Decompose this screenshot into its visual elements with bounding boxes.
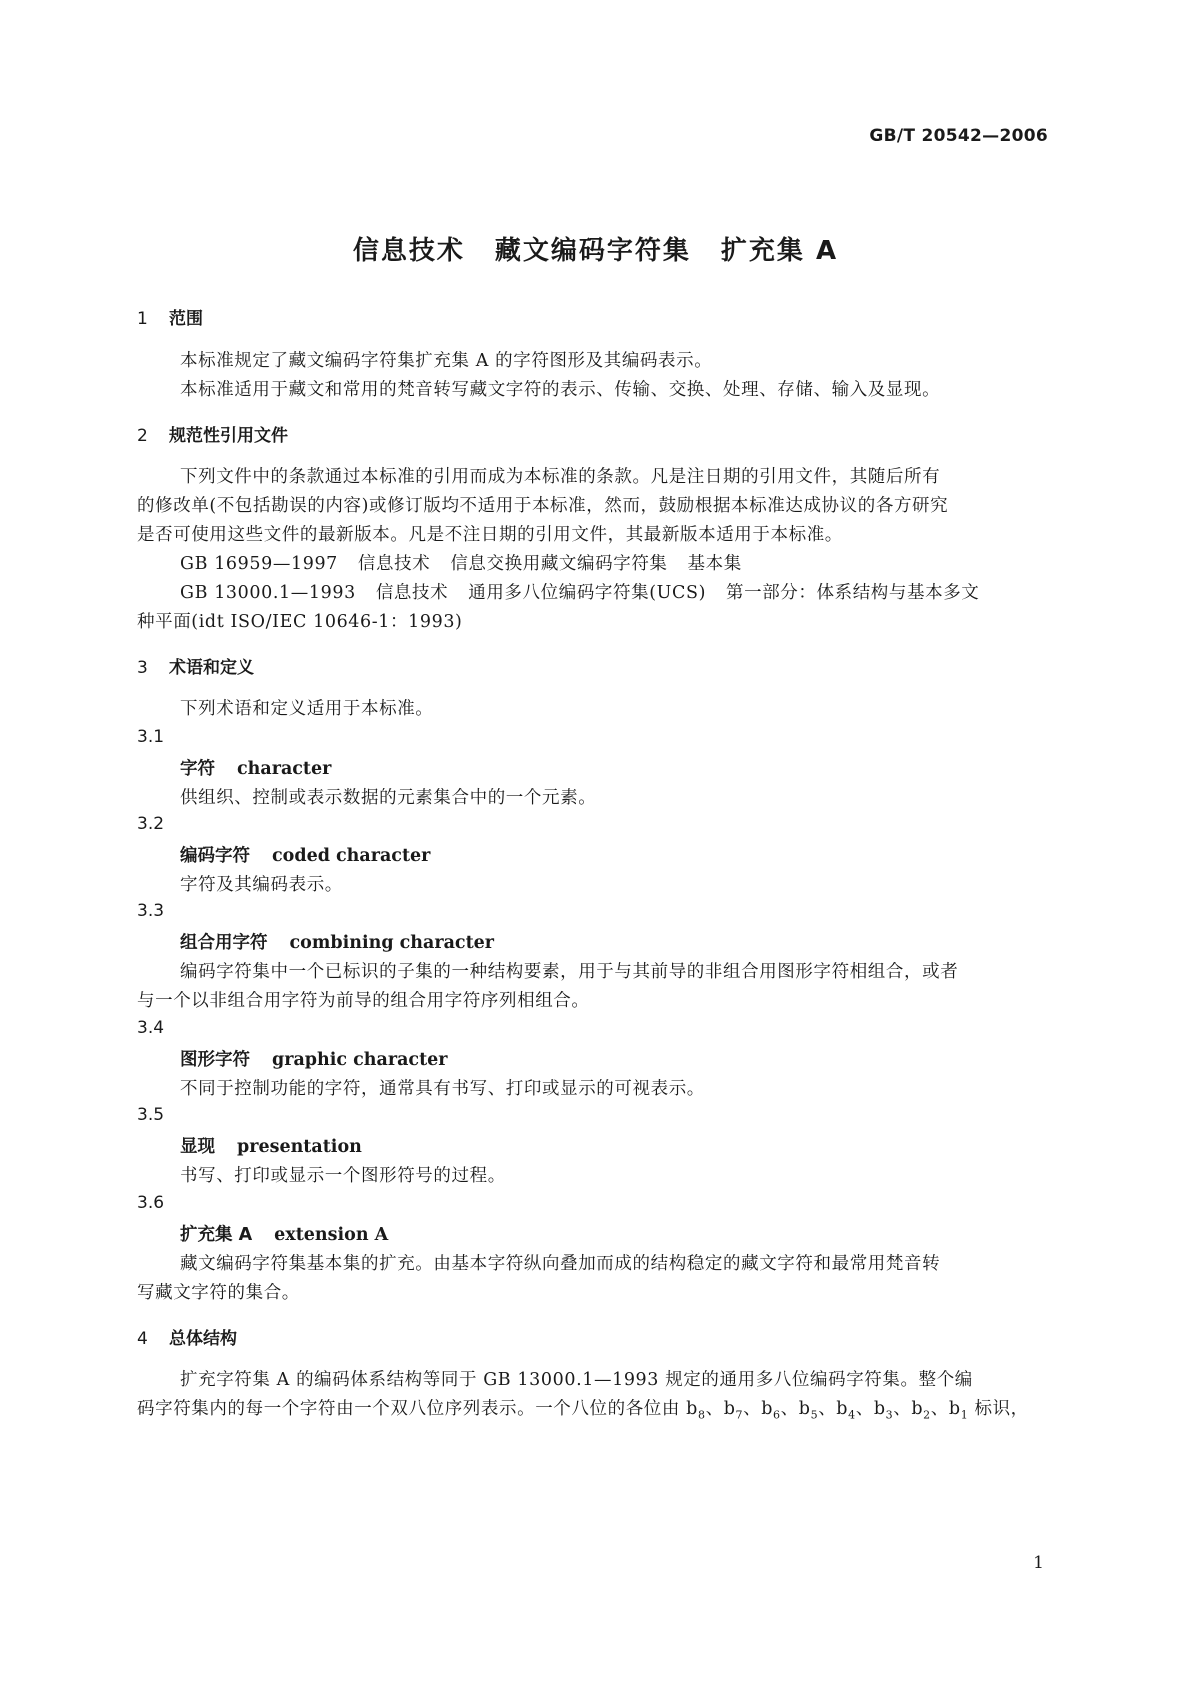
bit-label: $b_2$ [911,1399,931,1422]
definition-3-6-line-2: 写藏文字符的集合。 [137,1283,300,1303]
separator: 、 [893,1399,912,1419]
separator: 、 [930,1399,949,1419]
definition-3-6-line-1: 藏文编码字符集基本集的扩充。由基本字符纵向叠加而成的结构稳定的藏文字符和最常用梵音转 [180,1254,941,1274]
clause-3-5-number: 3.5 [137,1105,165,1125]
clause-3-1-number: 3.1 [137,727,165,747]
bit-label: $b_4$ [836,1399,856,1422]
bit-labels [686,1399,969,1422]
section-2-paragraph-line-3: 是否可使用这些文件的最新版本。凡是不注日期的引用文件，其最新版本适用于本标准。 [137,525,843,545]
title-part-3: 扩充集 A [720,236,839,266]
section-1-heading: 1 范围 [137,309,203,329]
page-number: 1 [1033,1553,1044,1573]
bit-label: $b_3$ [873,1399,894,1422]
section-1-paragraph-2: 本标准适用于藏文和常用的梵音转写藏文字符的表示、传输、交换、处理、存储、输入及显现。 [180,380,941,400]
document-code: GB/T 20542—2006 [869,126,1048,146]
definition-3-3-line-2: 与一个以非组合用字符为前导的组合用字符序列相组合。 [137,991,590,1011]
term-3-2: 编码字符 coded character [180,846,431,866]
section-1-paragraph-1: 本标准规定了藏文编码字符集扩充集 A 的字符图形及其编码表示。 [180,351,713,371]
definition-3-5: 书写、打印或显示一个图形符号的过程。 [180,1166,506,1186]
separator: 、 [818,1399,837,1419]
reference-2-continued: 种平面(idt ISO/IEC 10646-1：1993) [137,612,463,632]
section-2-paragraph-line-2: 的修改单(不包括勘误的内容)或修订版均不适用于本标准，然而，鼓励根据本标准达成协议的各方研究 [137,496,949,516]
reference-1: GB 16959—1997 信息技术 信息交换用藏文编码字符集 基本集 [180,554,742,574]
separator: 、 [743,1399,762,1419]
section-3-heading: 3 术语和定义 [137,658,254,678]
term-3-3: 组合用字符 combining character [180,933,495,953]
section-4-paragraph-line-2: 码字符集内的每一个字符由一个双八位序列表示。一个八位的各位由 $b_8$、$b_7$、$b_6$、$b_5$、$b_4$、$b_3$、$b_2$、$b_1$ 标识， [137,1399,1029,1422]
bit-label: $b_8$ [686,1399,706,1422]
definition-3-3-line-1: 编码字符集中一个已标识的子集的一种结构要素，用于与其前导的非组合用图形字符相组合，或者 [180,962,959,982]
definition-3-2: 字符及其编码表示。 [180,875,343,895]
clause-3-3-number: 3.3 [137,901,165,921]
reference-2: GB 13000.1—1993 信息技术 通用多八位编码字符集(UCS) 第一部分：体系结构与基本多文 [180,583,980,603]
term-3-4: 图形字符 graphic character [180,1050,448,1070]
title-part-1: 信息技术 [352,236,465,266]
definition-3-1: 供组织、控制或表示数据的元素集合中的一个元素。 [180,788,597,808]
section-3-intro: 下列术语和定义适用于本标准。 [180,699,434,719]
bit-label: $b_5$ [798,1399,819,1422]
section-4-paragraph-line-1: 扩充字符集 A 的编码体系结构等同于 GB 13000.1—1993 规定的通用多八位编码字符集。整个编 [180,1370,973,1390]
separator: 、 [780,1399,799,1419]
clause-3-2-number: 3.2 [137,814,165,834]
term-3-6: 扩充集 A extension A [180,1225,389,1245]
term-3-5: 显现 presentation [180,1137,362,1157]
document-title [0,230,1191,267]
clause-3-6-number: 3.6 [137,1193,165,1213]
section-2-paragraph-line-1: 下列文件中的条款通过本标准的引用而成为本标准的条款。凡是注日期的引用文件，其随后所有 [180,467,941,487]
clause-3-4-number: 3.4 [137,1018,165,1038]
bit-label: $b_1$ [948,1399,969,1422]
bit-label: $b_7$ [723,1399,744,1422]
separator: 、 [855,1399,874,1419]
section-4-heading: 4 总体结构 [137,1329,237,1349]
term-3-1: 字符 character [180,759,332,779]
section-2-heading: 2 规范性引用文件 [137,426,288,446]
title-part-2: 藏文编码字符集 [494,236,691,266]
bit-label: $b_6$ [761,1399,781,1422]
definition-3-4: 不同于控制功能的字符，通常具有书写、打印或显示的可视表示。 [180,1079,705,1099]
separator: 、 [705,1399,724,1419]
